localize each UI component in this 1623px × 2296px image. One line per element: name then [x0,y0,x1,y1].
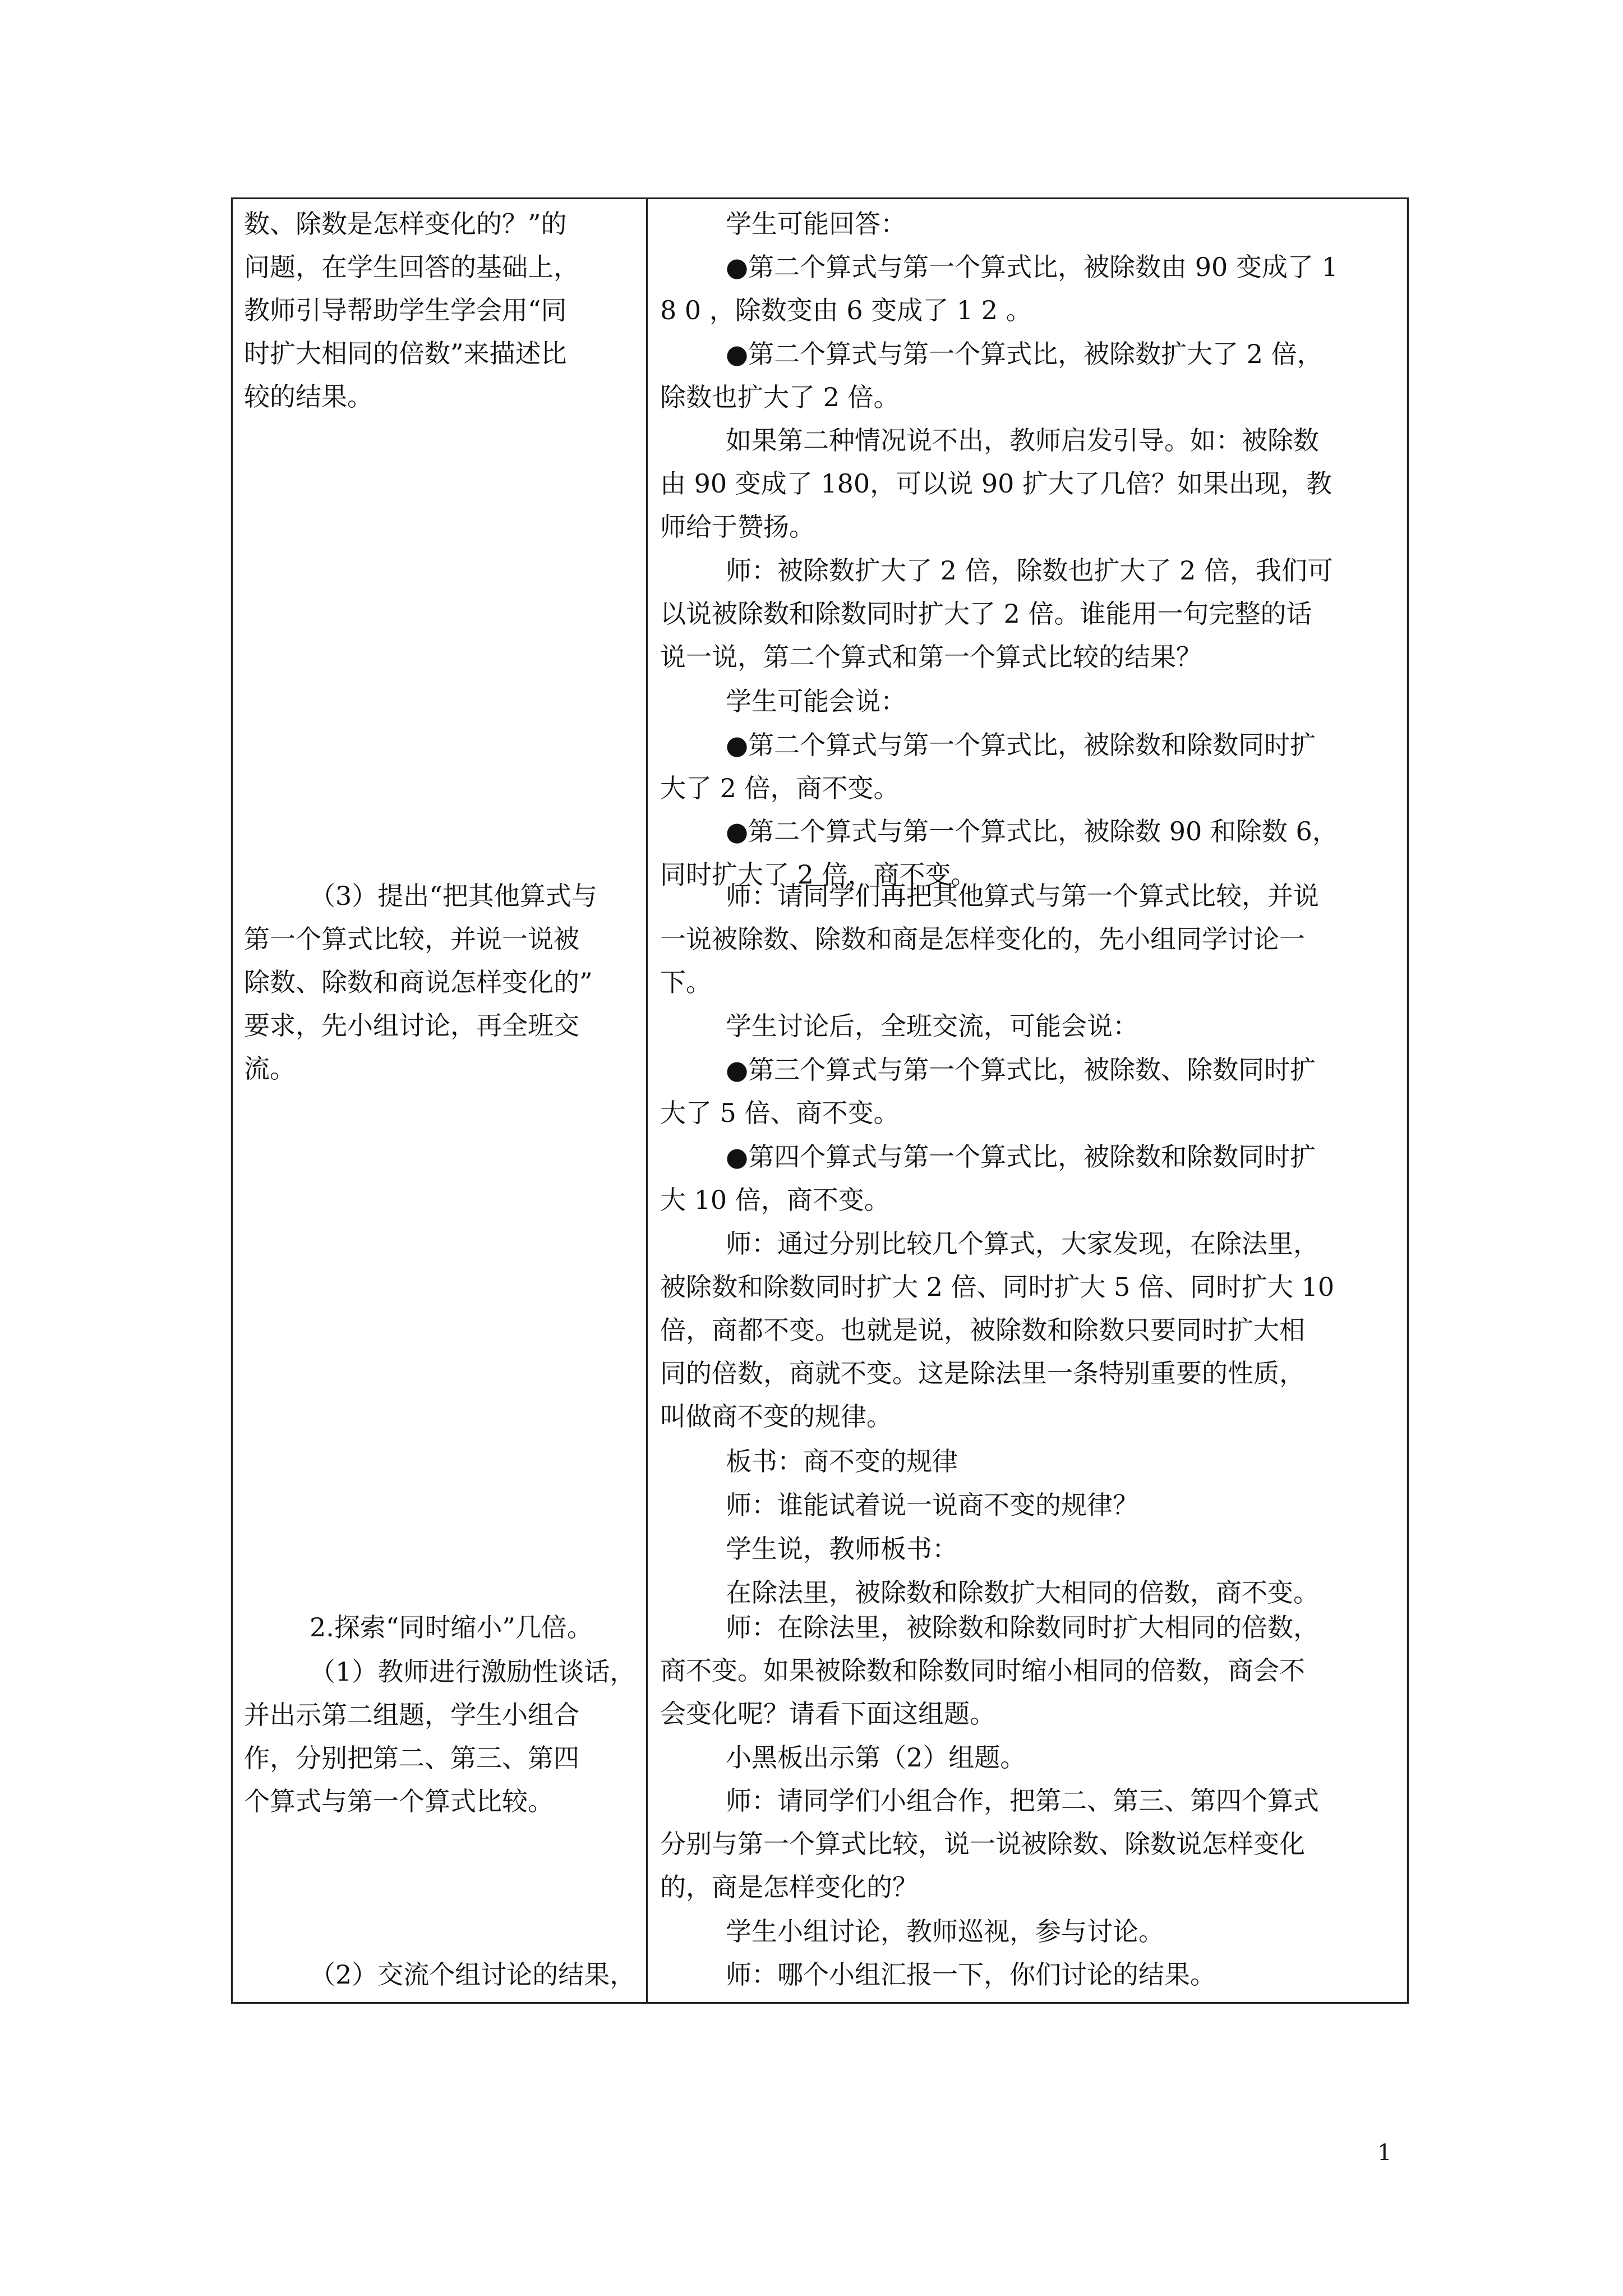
right-para-13: 师：通过分别比较几个算式，大家发现，在除法里， 被除数和除数同时扩大 2 倍、同时扩大 5 倍、同时扩大 10 倍，商都不变。也就是说，被除数和除数只要同时扩大相 同的倍数，商就不变。这是除法里一条特别重要的性质， 叫做商不变的规律。 [660,1228,1335,1432]
left-para-step-3: （3）提出“把其他算式与 第一个算式比较，并说一说被 除数、除数和商说怎样变化的” 要求，先小组讨论，再全班交 流。 [244,881,597,1084]
left-para-intro: 数、除数是怎样变化的？”的 问题，在学生回答的基础上， 教师引导帮助学生学会用“同 时扩大相同的倍数”来描述比 较的结果。 [244,209,579,412]
right-para-11: ●第三个算式与第一个算式比，被除数、除数同时扩 大了 5 倍、商不变。 [660,1055,1316,1128]
right-para-8: ●第二个算式与第一个算式比，被除数 90 和除数 6， 同时扩大了 2 倍，商不变。 [660,816,1338,890]
page-number: 1 [1377,2140,1392,2166]
right-para-16: 学生说，教师板书： [660,1534,958,1564]
right-para-4: 如果第二种情况说不出，教师启发引导。如：被除数 由 90 变成了 180，可以说 90 扩大了几倍？如果出现，教 师给于赞扬。 [660,425,1332,542]
right-para-6: 学生可能会说： [660,686,906,716]
right-para-12: ●第四个算式与第一个算式比，被除数和除数同时扩 大 10 倍，商不变。 [660,1142,1316,1215]
right-para-3: ●第二个算式与第一个算式比，被除数扩大了 2 倍， 除数也扩大了 2 倍。 [660,339,1323,412]
right-para-2: ●第二个算式与第一个算式比，被除数由 90 变成了 1 8 0 ，除数变由 6 变成了 1 2 。 [660,252,1338,325]
lesson-table [231,197,1409,2004]
right-para-15: 师：谁能试着说一说商不变的规律？ [660,1490,1138,1520]
right-para-18: 师：在除法里，被除数和除数同时扩大相同的倍数， 商不变。如果被除数和除数同时缩小相同的倍数，商会不 会变化呢？请看下面这组题。 [660,1612,1319,1729]
right-para-17: 在除法里，被除数和除数扩大相同的倍数，商不变。 [660,1577,1319,1608]
right-para-22: 师：哪个小组汇报一下，你们讨论的结果。 [660,1959,1216,1990]
right-para-1: 学生可能回答： [660,209,906,239]
right-para-20: 师：请同学们小组合作，把第二、第三、第四个算式 分别与第一个算式比较，说一说被除数、除数说怎样变化 的，商是怎样变化的？ [660,1786,1319,1902]
left-para-shrink-step-1: （1）教师进行激励性谈话， 并出示第二组题，学生小组合 作，分别把第二、第三、第四 个算式与第一个算式比较。 [244,1657,636,1816]
right-para-9: 师：请同学们再把其他算式与第一个算式比较，并说 一说被除数、除数和商是怎样变化的，先小组同学讨论一 下。 [660,881,1319,997]
right-para-14: 板书：商不变的规律 [660,1446,958,1476]
left-para-shrink-step-2: （2）交流个组讨论的结果， [244,1959,636,1990]
right-para-5: 师：被除数扩大了 2 倍，除数也扩大了 2 倍，我们可 以说被除数和除数同时扩大了 2 倍。谁能用一句完整的话 说一说，第二个算式和第一个算式比较的结果？ [660,555,1334,672]
right-para-19: 小黑板出示第（2）组题。 [660,1742,1026,1773]
column-divider [646,199,648,2002]
left-heading-shrink: 2.探索“同时缩小”几倍。 [244,1612,593,1642]
right-para-21: 学生小组讨论，教师巡视，参与讨论。 [660,1916,1164,1947]
right-para-7: ●第二个算式与第一个算式比，被除数和除数同时扩 大了 2 倍，商不变。 [660,730,1316,803]
right-para-10: 学生讨论后，全班交流，可能会说： [660,1011,1138,1041]
